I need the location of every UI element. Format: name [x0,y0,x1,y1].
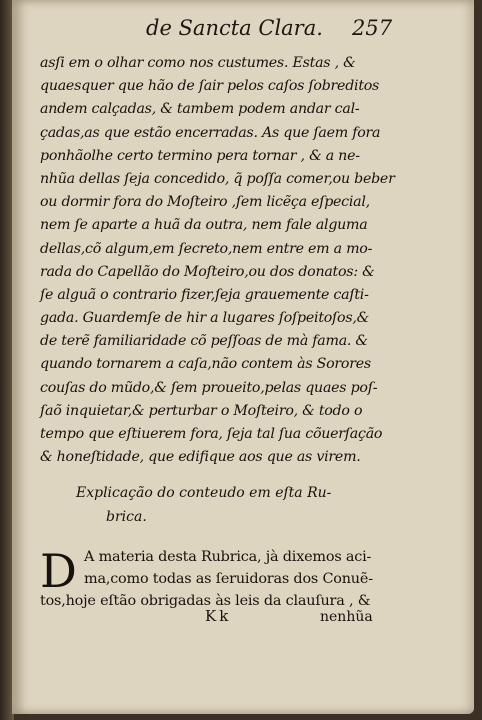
ordinance-line: & honeſtidade, que edifique aos que as virem. [40,449,361,466]
rubric-heading [76,481,416,529]
ordinance-line: couſas do mũdo,& ſem proueito,pelas quaes poſ- [40,379,378,396]
ordinance-line: ponhãolhe certo termino pera tornar , & a ne- [40,147,360,164]
rubric-heading-line: brica. [106,509,147,525]
explanation-line: A materia desta Rubrica, jà dixemos aci- [84,549,372,565]
ordinance-line: dellas,cõ algum,em ſecreto,nem entre em a mo- [40,240,373,257]
explanation-line: tos,hoje eſtão obrigadas às leis da clauſura , & [40,593,371,609]
explanation-line: ma,como todas as ſeruidoras dos Conuẽ- [84,571,373,587]
ordinance-line: çadas,as que estão encerradas. As que ſaem fora [40,124,381,141]
ordinance-line: andem calçadas, & tambem podem andar cal- [40,101,360,118]
ordinance-text-block [40,52,436,469]
ordinance-line: quando tornarem a caſa,não contem às Sorores [40,356,371,373]
page-footer [0,607,482,631]
ordinance-line: quaesquer que hão de ſair pelos caſos ſobreditos [40,78,380,95]
ordinance-line: nhũa dellas ſeja concedido, q̃ poſſa comer,ou beber [40,170,395,187]
ordinance-line: de terẽ familiaridade cõ peſſoas de mà fama. & [40,333,368,350]
ordinance-line: tempo que eſtiuerem fora, ſeja tal ſua cõuerſação [40,426,383,442]
ordinance-line: nem ſe aparte a huã da outra, nem fale alguma [40,217,368,234]
ordinance-line: ſaõ inquietar,& perturbar o Moſteiro, & todo o [40,402,363,419]
ordinance-line: asſi em o olhar como nos custumes. Estas , & [40,55,356,71]
ordinance-line: rada do Capellão do Moſteiro,ou dos donatos: & [40,263,375,280]
page-number: 257 [352,16,393,40]
drop-cap: D [40,544,77,598]
running-head [0,16,482,46]
running-title: de Sancta Clara. [146,16,323,40]
rubric-heading-line: Explicação do conteudo em eſta Ru- [76,485,332,501]
catchword: nenhũa [320,609,373,625]
signature-mark: Kk [205,607,232,625]
ordinance-line: ſe alguã o contrario fizer,ſeja grauemente caſti- [40,286,369,303]
ordinance-line: gada. Guardemſe de hir a lugares ſoſpeitoſos,& [40,310,370,327]
ordinance-line: ou dormir fora do Moſteiro ,ſem licẽça eſpecial, [40,194,370,211]
